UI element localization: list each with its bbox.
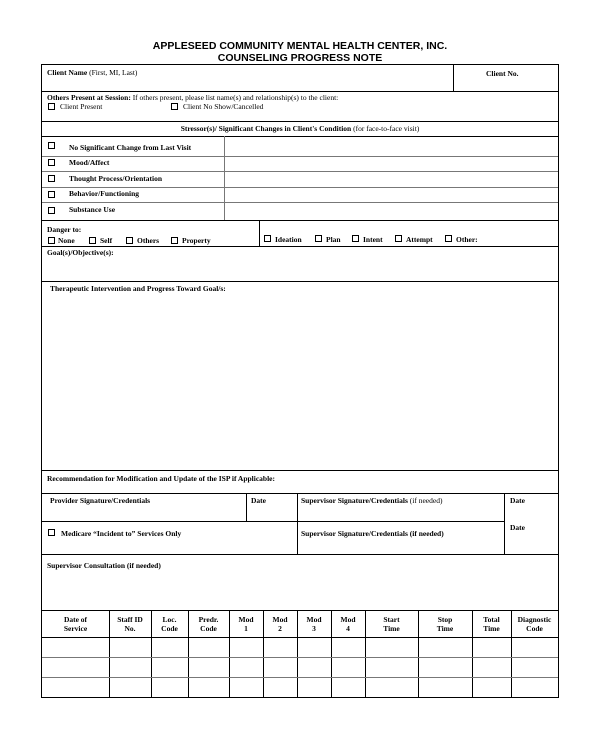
danger-attempt-label: Attempt xyxy=(406,235,433,244)
service-column-header xyxy=(151,615,188,633)
form-subtitle: COUNSELING PROGRESS NOTE xyxy=(217,52,383,64)
danger-intent-checkbox[interactable] xyxy=(352,235,359,242)
stressor-checkbox[interactable] xyxy=(48,175,55,182)
service-column-divider xyxy=(365,610,366,697)
service-column-divider xyxy=(511,610,512,697)
service-column-header-line: 3 xyxy=(312,624,316,633)
service-column-divider xyxy=(297,610,298,697)
stressor-label: Substance Use xyxy=(69,205,116,214)
stressors-heading: Stressor(s)/ Significant Changes in Client's Condition (for face-to-face visit) xyxy=(180,124,420,133)
consultation-label: Supervisor Consultation (if needed) xyxy=(47,561,161,570)
service-column-header xyxy=(418,615,472,633)
danger-property-label: Property xyxy=(182,236,211,245)
danger-ideation-checkbox[interactable] xyxy=(264,235,271,242)
supervisor-signature-label: Supervisor Signature/Credentials (if needed) xyxy=(301,496,443,505)
service-column-header-line: Loc. xyxy=(162,615,177,624)
client-present-label: Client Present xyxy=(60,102,103,111)
danger-self-label: Self xyxy=(100,236,113,245)
client-present-checkbox[interactable] xyxy=(48,103,55,110)
danger-none-label: None xyxy=(58,236,75,245)
client-no-label: Client No. xyxy=(486,69,519,78)
service-column-header-line: Code xyxy=(200,624,217,633)
service-column-divider xyxy=(472,610,473,697)
service-column-header-line: Total xyxy=(483,615,500,624)
service-column-header-line: Staff ID xyxy=(117,615,143,624)
service-column-header xyxy=(263,615,297,633)
stressor-label: Thought Process/Orientation xyxy=(69,174,162,183)
service-column-header-line: Mod xyxy=(340,615,356,624)
service-column-header-line: Code xyxy=(161,624,178,633)
danger-none-checkbox[interactable] xyxy=(48,237,55,244)
danger-property-checkbox[interactable] xyxy=(171,237,178,244)
stressor-label: Behavior/Functioning xyxy=(69,189,140,198)
client-noshow-checkbox[interactable] xyxy=(171,103,178,110)
goals-label: Goal(s)/Objective(s): xyxy=(47,248,114,257)
service-column-divider xyxy=(418,610,419,697)
service-column-header-line: Time xyxy=(436,624,454,633)
service-column-header xyxy=(229,615,263,633)
service-row-divider xyxy=(42,637,558,638)
danger-label: Danger to: xyxy=(47,225,82,234)
danger-self-checkbox[interactable] xyxy=(89,237,96,244)
service-column-header xyxy=(365,615,418,633)
service-column-header-line: Stop xyxy=(437,615,453,624)
service-column-divider xyxy=(229,610,230,697)
stressor-label: No Significant Change from Last Visit xyxy=(69,143,192,152)
service-column-divider xyxy=(151,610,152,697)
danger-others-checkbox[interactable] xyxy=(126,237,133,244)
stressor-checkbox[interactable] xyxy=(48,207,55,214)
service-column-header-line: Time xyxy=(483,624,500,633)
watermark xyxy=(46,679,48,687)
service-column-header-line: Diagnostic xyxy=(517,615,552,624)
client-name-label: Client Name (First, MI, Last) xyxy=(47,68,138,77)
service-column-header xyxy=(42,615,109,633)
service-column-header-line: Code xyxy=(526,624,543,633)
danger-attempt-checkbox[interactable] xyxy=(395,235,402,242)
stressor-checkbox[interactable] xyxy=(48,142,55,149)
service-column-divider xyxy=(331,610,332,697)
medicare-checkbox[interactable] xyxy=(48,529,55,536)
danger-other-checkbox[interactable] xyxy=(445,235,452,242)
stressor-label: Mood/Affect xyxy=(69,158,110,167)
intervention-label: Therapeutic Intervention and Progress Toward Goal/s: xyxy=(50,284,226,293)
service-column-header-line: Mod xyxy=(238,615,254,624)
service-column-header-line: Mod xyxy=(272,615,288,624)
danger-plan-checkbox[interactable] xyxy=(315,235,322,242)
service-column-header xyxy=(188,615,229,633)
service-column-header-line: Date of xyxy=(63,615,88,624)
danger-plan-label: Plan xyxy=(326,235,341,244)
supervisor-signature-label: Supervisor Signature/Credentials (if needed) xyxy=(301,529,444,538)
service-column-divider xyxy=(263,610,264,697)
danger-ideation-label: Ideation xyxy=(275,235,302,244)
danger-other-label: Other: xyxy=(456,235,478,244)
service-column-header-line: 2 xyxy=(278,624,282,633)
stressor-checkbox[interactable] xyxy=(48,159,55,166)
service-column-header-line: Mod xyxy=(306,615,322,624)
client-noshow-label: Client No Show/Cancelled xyxy=(183,102,264,111)
service-column-header xyxy=(297,615,331,633)
service-column-header-line: Predr. xyxy=(198,615,219,624)
service-column-divider xyxy=(109,610,110,697)
provider-signature-label: Provider Signature/Credentials xyxy=(50,496,151,505)
service-column-header-line: No. xyxy=(124,624,136,633)
medicare-label: Medicare “Incident to” Services Only xyxy=(61,529,182,538)
date-label: Date xyxy=(510,523,525,532)
service-column-header-line: Start xyxy=(383,615,400,624)
service-column-header-line: 4 xyxy=(346,624,350,633)
danger-intent-label: Intent xyxy=(363,235,383,244)
progress-note-form xyxy=(41,64,559,698)
service-column-header xyxy=(109,615,151,633)
service-column-header xyxy=(472,615,511,633)
form-title: APPLESEED COMMUNITY MENTAL HEALTH CENTER, INC. xyxy=(152,40,448,52)
others-present-label: Others Present at Session: If others present, please list name(s) and relationship(s) to the client: xyxy=(47,93,339,102)
date-label: Date xyxy=(510,496,525,505)
service-column-header-line: Time xyxy=(383,624,400,633)
service-row-divider xyxy=(42,657,558,658)
service-column-header-line: 1 xyxy=(244,624,248,633)
service-column-header xyxy=(331,615,365,633)
service-column-header xyxy=(511,615,558,633)
stressor-checkbox[interactable] xyxy=(48,191,55,198)
service-column-header-line: Service xyxy=(63,624,88,633)
service-row-divider xyxy=(42,677,558,678)
danger-others-label: Others xyxy=(137,236,160,245)
service-column-divider xyxy=(188,610,189,697)
date-label: Date xyxy=(251,496,266,505)
recommendation-label: Recommendation for Modification and Update of the ISP if Applicable: xyxy=(47,474,275,483)
